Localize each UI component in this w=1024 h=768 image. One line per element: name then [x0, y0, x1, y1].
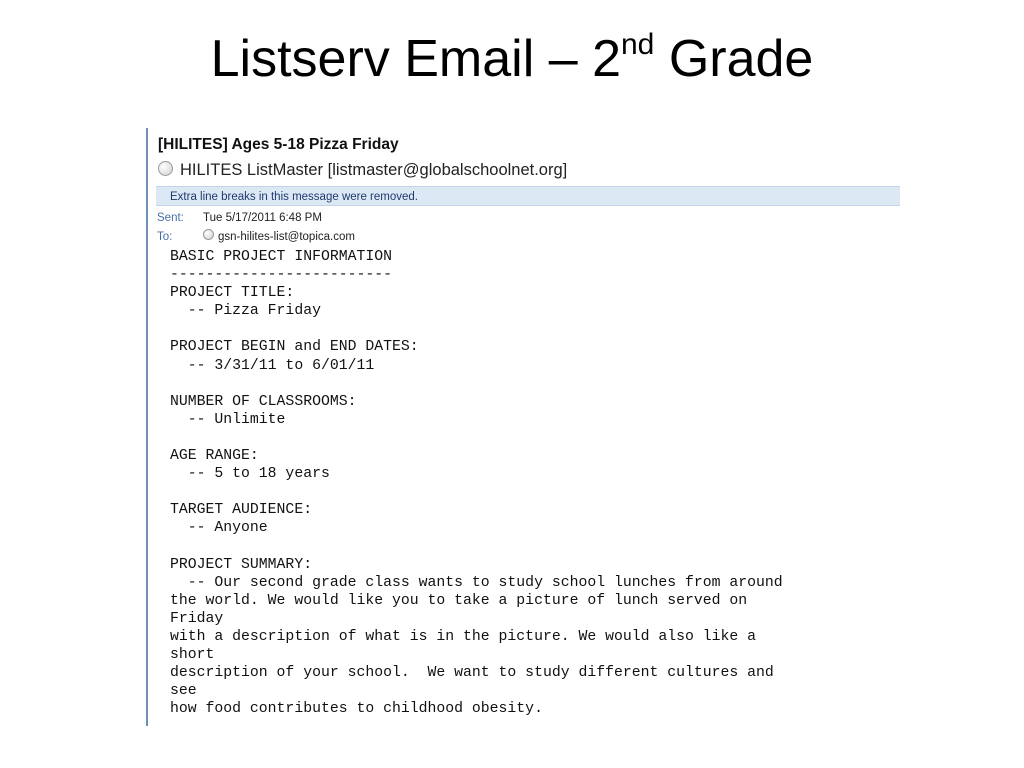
presence-status-icon — [158, 161, 173, 176]
email-body: BASIC PROJECT INFORMATION ------------------------- PROJECT TITLE: -- Pizza Friday PROJECT BEGIN and END DATES: -- 3/31/11 to 6/01/11 NUMBER OF CLASSROOMS: -- Unlimite AGE RANGE: -- 5 to 18 years TARGET AUDIENCE: -- Anyone PROJECT SUMMARY: -- Our second grade class wants to study school lunches from around the world. We would like you to take a picture of lunch served on Friday with a description of what is in the picture. We would also like a short description of your school. We want to study different cultures and see how food contributes to childhood obesity. — [170, 249, 783, 718]
presence-status-icon — [203, 229, 214, 240]
email-subject: [HILITES] Ages 5-18 Pizza Friday — [158, 136, 399, 153]
sent-label: Sent: — [157, 212, 184, 224]
email-screenshot — [146, 128, 900, 726]
email-from[interactable]: HILITES ListMaster [listmaster@globalschoolnet.org] — [180, 161, 568, 179]
email-to-row — [157, 229, 355, 243]
email-sent-row — [157, 212, 322, 224]
slide-title-main: Listserv Email – 2 — [210, 30, 621, 88]
slide-title-tail: Grade — [654, 30, 814, 88]
slide-title-superscript: nd — [621, 28, 655, 61]
slide-title — [0, 28, 1024, 90]
sent-value: Tue 5/17/2011 6:48 PM — [203, 212, 322, 224]
to-value[interactable]: gsn-hilites-list@topica.com — [218, 231, 355, 243]
email-from-row — [158, 161, 567, 180]
to-label: To: — [157, 231, 173, 243]
info-bar[interactable]: Extra line breaks in this message were removed. — [156, 186, 900, 206]
